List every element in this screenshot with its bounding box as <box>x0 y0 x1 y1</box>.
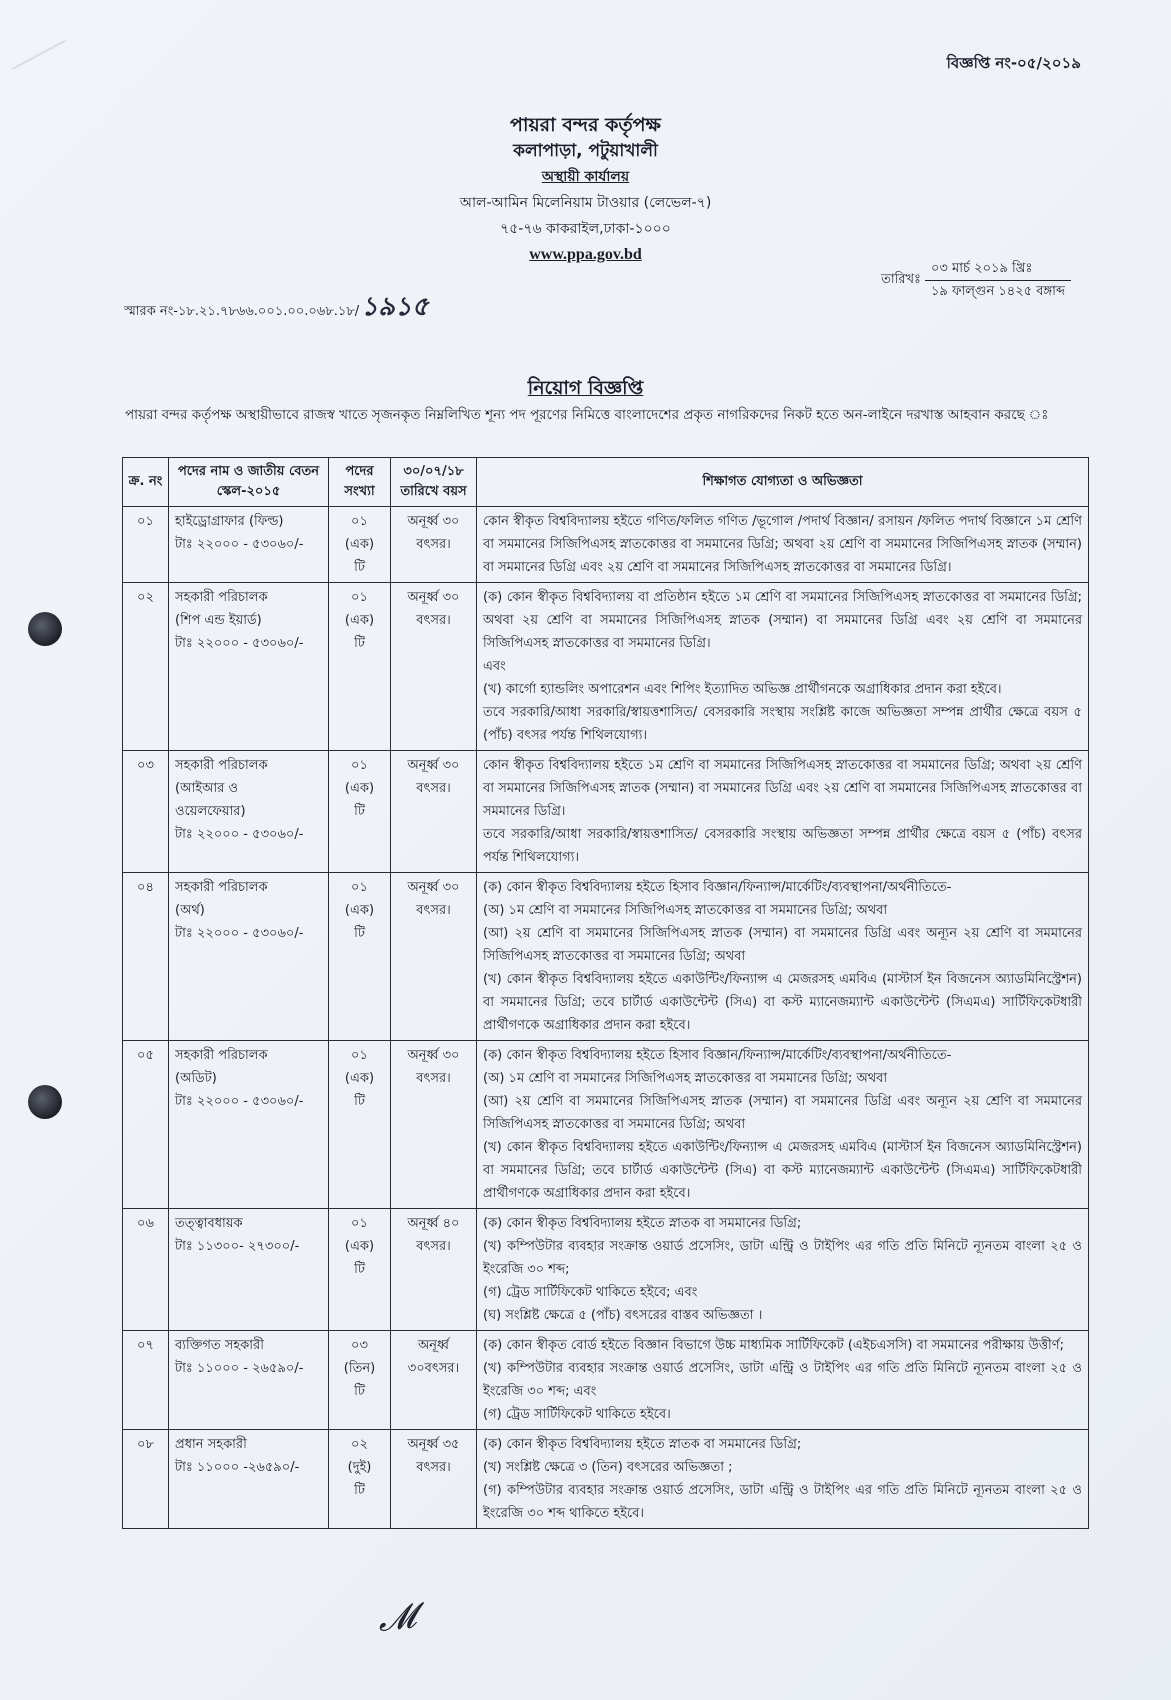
post-name-line: (অডিট) <box>175 1071 217 1086</box>
cell-post-name <box>169 1209 329 1331</box>
cell-post-name <box>169 751 329 873</box>
cell-age-limit <box>391 1209 477 1331</box>
cell-post-count <box>329 1430 391 1529</box>
post-count-line: ০১ <box>351 880 368 895</box>
date-gregorian: ০৩ মার্চ ২০১৯ খ্রিঃ <box>925 258 1071 281</box>
cell-serial: ০৬ <box>123 1209 169 1331</box>
post-name-line: সহকারী পরিচালক <box>175 590 268 605</box>
header-serial: ক্র. নং <box>123 458 169 507</box>
cell-post-count <box>329 873 391 1041</box>
qualification-line: (গ) কম্পিউটার ব্যবহার সংক্রান্ত ওয়ার্ড প্রসেসিং, ডাটা এন্ট্রি ও টাইপিং এর গতি প্রতি মিনিটে ন্যূনতম বাংলা ২৫ ও ইংরেজি ৩০ শব্দ থাকিতে হইবে। <box>483 1483 1082 1521</box>
office-label: অস্থায়ী কার্যালয় <box>541 169 630 185</box>
cell-post-count <box>329 751 391 873</box>
website-link[interactable]: www.ppa.gov.bd <box>529 246 642 263</box>
memo-handwritten-number: ১৯১৫ <box>361 292 429 322</box>
qualification-line: (আ) ২য় শ্রেণি বা সমমানের সিজিপিএসহ স্নাতক (সম্মান) বা সমমানের ডিগ্রি এবং অন্যূন ২য় শ্রেণি বা সমমানের সিজিপিএসহ স্নাতকোত্তর বা সমমানের ডিগ্রি; অথবা <box>483 1094 1082 1132</box>
qualification-line: (অ) ১ম শ্রেণি বা সমমানের সিজিপিএসহ স্নাতকোত্তর বা সমমানের ডিগ্রি; অথবা <box>483 903 888 918</box>
table-row <box>123 751 1089 873</box>
cell-post-count <box>329 583 391 751</box>
vacancy-table <box>122 457 1089 1529</box>
cell-post-name <box>169 583 329 751</box>
post-name-line: টাঃ ১১০০০ -২৬৫৯০/- <box>175 1460 300 1475</box>
cell-post-name <box>169 507 329 583</box>
cell-qualification <box>477 1430 1089 1529</box>
cell-serial: ০৪ <box>123 873 169 1041</box>
qualification-line: (আ) ২য় শ্রেণি বা সমমানের সিজিপিএসহ স্নাতক (সম্মান) বা সমমানের ডিগ্রি এবং অন্যূন ২য় শ্রেণি বা সমমানের সিজিপিএসহ স্নাতকোত্তর বা সমমানের ডিগ্রি; অথবা <box>483 926 1082 964</box>
age-line: বৎসর। <box>416 613 451 628</box>
qualification-line: (ঘ) সংশ্লিষ্ট ক্ষেত্রে ৫ (পাঁচ) বৎসরের বাস্তব অভিজ্ঞতা । <box>483 1308 763 1323</box>
organization-name: পায়রা বন্দর কর্তৃপক্ষ <box>510 114 661 136</box>
post-name-line: টাঃ ২২০০০ - ৫৩০৬০/- <box>175 827 304 842</box>
page-title: নিয়োগ বিজ্ঞপ্তি <box>527 377 644 399</box>
age-line: বৎসর। <box>416 1239 451 1254</box>
post-count-line: ০১ <box>351 1216 368 1231</box>
age-line: অনূর্ধ্ব <box>418 1338 449 1353</box>
qualification-line: (খ) কোন স্বীকৃত বিশ্ববিদ্যালয় হইতে একাউন্টিং/ফিন্যান্স এ মেজরসহ এমবিএ (মাস্টার্স ইন বিজনেস অ্যাডমিনিস্ট্রেশন) বা সমমানের ডিগ্রি; তবে চার্টার্ড একাউন্টেন্ট (সিএ) বা কস্ট ম্যানেজম্যান্ট একাউন্টেন্ট (সিএমএ) সার্টিফিকেটধারী প্রার্থীগণকে অগ্রাধিকার প্রদান করা হইবে। <box>483 972 1082 1033</box>
age-line: অনূর্ধ্ব ৩০ <box>407 758 460 773</box>
qualification-line: (অ) ১ম শ্রেণি বা সমমানের সিজিপিএসহ স্নাতকোত্তর বা সমমানের ডিগ্রি; অথবা <box>483 1071 888 1086</box>
post-count-line: টি <box>354 926 365 941</box>
cell-age-limit <box>391 1331 477 1430</box>
cell-age-limit <box>391 751 477 873</box>
cell-serial: ০২ <box>123 583 169 751</box>
cell-qualification <box>477 583 1089 751</box>
qualification-line: (খ) কোন স্বীকৃত বিশ্ববিদ্যালয় হইতে একাউন্টিং/ফিন্যান্স এ মেজরসহ এমবিএ (মাস্টার্স ইন বিজনেস অ্যাডমিনিস্ট্রেশন) বা সমমানের ডিগ্রি; তবে চার্টার্ড একাউন্টেন্ট (সিএ) বা কস্ট ম্যানেজম্যান্ট একাউন্টেন্ট (সিএমএ) সার্টিফিকেটধারী প্রার্থীগণকে অগ্রাধিকার প্রদান করা হইবে। <box>483 1140 1082 1201</box>
qualification-line: কোন স্বীকৃত বিশ্ববিদ্যালয় হইতে ১ম শ্রেণি বা সমমানের সিজিপিএসহ স্নাতকোত্তর বা সমমানের ডিগ্রি; অথবা ২য় শ্রেণি বা সমমানের সিজিপিএসহ স্নাতক (সম্মান) বা সমমানের ডিগ্রি এবং ২য় শ্রেণি বা সমমানের সিজিপিএসহ স্নাতকোত্তর বা সমমানের ডিগ্রি। <box>483 758 1082 819</box>
cell-age-limit <box>391 1041 477 1209</box>
cell-age-limit <box>391 873 477 1041</box>
paper-edge-mark <box>0 6 66 69</box>
cell-age-limit <box>391 507 477 583</box>
post-count-line: ০২ <box>351 1437 368 1452</box>
table-row <box>123 1041 1089 1209</box>
cell-qualification <box>477 1041 1089 1209</box>
post-count-line: ০১ <box>351 514 368 529</box>
post-name-line: সহকারী পরিচালক <box>175 758 268 773</box>
qualification-line: (ক) কোন স্বীকৃত বিশ্ববিদ্যালয় হইতে হিসাব বিজ্ঞান/ফিন্যান্স/মার্কেটিং/ব্যবস্থাপনা/অর্থনীতিতে- <box>483 880 952 895</box>
post-name-line: (শিপ এন্ড ইয়ার্ড) <box>175 613 262 628</box>
cell-post-name <box>169 873 329 1041</box>
age-line: অনূর্ধ্ব ৩০ <box>407 514 460 529</box>
cell-post-name <box>169 1041 329 1209</box>
address-line-1: আল-আমিন মিলেনিয়াম টাওয়ার (লেভেল-৭) <box>459 195 712 211</box>
cell-serial: ০৭ <box>123 1331 169 1430</box>
cell-post-count <box>329 1209 391 1331</box>
qualification-line: তবে সরকারি/আধা সরকারি/স্বায়ত্তশাসিত/ বেসরকারি সংস্থায় সংশ্লিষ্ট কাজে অভিজ্ঞতা সম্পন্ন প্রার্থীর ক্ষেত্রে বয়স ৫ (পাঁচ) বৎসর পর্যন্ত শিথিলযোগ্য। <box>483 705 1082 743</box>
header-qualification: শিক্ষাগত যোগ্যতা ও অভিজ্ঞতা <box>477 458 1089 507</box>
qualification-line: (খ) সংশ্লিষ্ট ক্ষেত্রে ৩ (তিন) বৎসরের অভিজ্ঞতা ; <box>483 1460 733 1475</box>
memo-reference <box>124 286 429 330</box>
punch-hole <box>28 612 62 646</box>
cell-post-count <box>329 1041 391 1209</box>
post-count-line: (এক) <box>344 1239 375 1254</box>
post-count-line: টি <box>354 1384 365 1399</box>
cell-post-count <box>329 1331 391 1430</box>
age-line: অনূর্ধ্ব ৪০ <box>407 1216 460 1231</box>
age-line: বৎসর। <box>416 903 451 918</box>
age-line: অনূর্ধ্ব ৩৫ <box>407 1437 460 1452</box>
post-count-line: (তিন) <box>343 1361 376 1376</box>
age-line: বৎসর। <box>416 781 451 796</box>
cell-qualification <box>477 1331 1089 1430</box>
post-name-line: ব্যক্তিগত সহকারী <box>175 1338 264 1353</box>
table-row <box>123 1209 1089 1331</box>
age-line: ৩০বৎসর। <box>407 1361 460 1376</box>
post-name-line: টাঃ ২২০০০ - ৫৩০৬০/- <box>175 537 304 552</box>
post-name-line: টাঃ ১১০০০ - ২৬৫৯০/- <box>175 1361 304 1376</box>
age-line: অনূর্ধ্ব ৩০ <box>407 880 460 895</box>
qualification-line: (ক) কোন স্বীকৃত বিশ্ববিদ্যালয় হইতে স্নাতক বা সমমানের ডিগ্রি; <box>483 1216 802 1231</box>
post-count-line: ০১ <box>351 590 368 605</box>
qualification-line: (ক) কোন স্বীকৃত বিশ্ববিদ্যালয় বা প্রতিষ্ঠান হইতে ১ম শ্রেণি বা সমমানের সিজিপিএসহ স্নাতকোত্তর বা সমমানের ডিগ্রি; অথবা ২য় শ্রেণি বা সমমানের সিজিপিএসহ স্নাতক (সম্মান) বা সমমানের ডিগ্রি এবং ২য় শ্রেণি বা সমমানের সিজিপিএসহ স্নাতকোত্তর বা সমমানের ডিগ্রি। <box>483 590 1082 651</box>
cell-post-count <box>329 507 391 583</box>
address-line-2: ৭৫-৭৬ কাকরাইল,ঢাকা-১০০০ <box>500 221 671 237</box>
qualification-line: এবং <box>483 659 506 674</box>
age-line: অনূর্ধ্ব ৩০ <box>407 1048 460 1063</box>
table-row <box>123 873 1089 1041</box>
qualification-line: (খ) কম্পিউটার ব্যবহার সংক্রান্ত ওয়ার্ড প্রসেসিং, ডাটা এন্ট্রি ও টাইপিং এর গতি প্রতি মিনিটে ন্যূনতম বাংলা ২৫ ও ইংরেজি ৩০ শব্দ; এবং <box>483 1361 1082 1399</box>
cell-serial: ০৮ <box>123 1430 169 1529</box>
post-name-line: টাঃ ২২০০০ - ৫৩০৬০/- <box>175 926 304 941</box>
cell-post-name <box>169 1331 329 1430</box>
table-row <box>123 507 1089 583</box>
post-name-line: টাঃ ২২০০০ - ৫৩০৬০/- <box>175 1094 304 1109</box>
age-line: বৎসর। <box>416 1071 451 1086</box>
post-name-line: ওয়েলফেয়ার) <box>175 804 246 819</box>
post-name-line: টাঃ ২২০০০ - ৫৩০৬০/- <box>175 636 304 651</box>
age-line: বৎসর। <box>416 537 451 552</box>
post-count-line: (এক) <box>344 537 375 552</box>
post-count-line: (এক) <box>344 613 375 628</box>
header-age: ৩০/০৭/১৮ তারিখে বয়স <box>391 458 477 507</box>
notice-number: বিজ্ঞপ্তি নং-০৫/২০১৯ <box>946 54 1081 72</box>
post-name-line: (অর্থ) <box>175 903 205 918</box>
punch-hole <box>28 1085 62 1119</box>
table-row <box>123 1331 1089 1430</box>
post-name-line: হাইড্রোগ্রাফার (ফিল্ড) <box>175 514 284 529</box>
post-name-line: (আইআর ও <box>175 781 239 796</box>
post-count-line: ০১ <box>351 758 368 773</box>
organization-location: কলাপাড়া, পটুয়াখালী <box>513 141 658 161</box>
header-post-name: পদের নাম ও জাতীয় বেতন স্কেল-২০১৫ <box>169 458 329 507</box>
post-name-line: প্রধান সহকারী <box>175 1437 247 1452</box>
post-name-line: সহকারী পরিচালক <box>175 880 268 895</box>
post-count-line: টি <box>354 1483 365 1498</box>
cell-serial: ০৫ <box>123 1041 169 1209</box>
table-header-row <box>123 458 1089 507</box>
post-count-line: টি <box>354 804 365 819</box>
post-count-line: ০১ <box>351 1048 368 1063</box>
letterhead <box>0 112 1171 268</box>
qualification-line: (খ) কম্পিউটার ব্যবহার সংক্রান্ত ওয়ার্ড প্রসেসিং, ডাটা এন্ট্রি ও টাইপিং এর গতি প্রতি মিনিটে ন্যূনতম বাংলা ২৫ ও ইংরেজি ৩০ শব্দ; <box>483 1239 1082 1277</box>
post-count-line: (এক) <box>344 903 375 918</box>
table-row <box>123 1430 1089 1529</box>
qualification-line: (গ) ট্রেড সার্টিফিকেট থাকিতে হইবে। <box>483 1407 671 1422</box>
intro-paragraph: পায়রা বন্দর কর্তৃপক্ষ অস্থায়ীভাবে রাজস্ব খাতে সৃজনকৃত নিম্নলিখিত শূন্য পদ পূরণের নিমিত্তে বাংলাদেশের প্রকৃত নাগরিকদের নিকট হতে অন-লাইনে দরখাস্ত আহবান করছে ঃ <box>125 407 1049 423</box>
cell-serial: ০১ <box>123 507 169 583</box>
post-name-line: সহকারী পরিচালক <box>175 1048 268 1063</box>
qualification-line: (ক) কোন স্বীকৃত বিশ্ববিদ্যালয় হইতে হিসাব বিজ্ঞান/ফিন্যান্স/মার্কেটিং/ব্যবস্থাপনা/অর্থনীতিতে- <box>483 1048 952 1063</box>
post-count-line: (দুই) <box>347 1460 372 1475</box>
signature-mark: 𝓜 <box>376 1596 419 1640</box>
qualification-line: কোন স্বীকৃত বিশ্ববিদ্যালয় হইতে গণিত/ফলিত গণিত /ভূগোল /পদার্থ বিজ্ঞান/ রসায়ন /ফলিত পদার্থ বিজ্ঞানে ১ম শ্রেণি বা সমমানের সিজিপিএসহ স্নাতকোত্তর বা সমমানের ডিগ্রি; অথবা ২য় শ্রেণি বা সমমানের সিজিপিএসহ স্নাতক (সম্মান) বা সমমানের ডিগ্রি এবং ২য় শ্রেণি বা সমমানের সিজিপিএসহ স্নাতকোত্তর বা সমমানের ডিগ্রি। <box>483 514 1082 575</box>
cell-qualification <box>477 873 1089 1041</box>
table-row <box>123 583 1089 751</box>
cell-qualification <box>477 1209 1089 1331</box>
age-line: অনূর্ধ্ব ৩০ <box>407 590 460 605</box>
age-line: বৎসর। <box>416 1460 451 1475</box>
post-count-line: টি <box>354 1094 365 1109</box>
post-count-line: ০৩ <box>351 1338 368 1353</box>
cell-age-limit <box>391 583 477 751</box>
post-count-line: (এক) <box>344 1071 375 1086</box>
post-name-line: তত্ত্বাবধায়ক <box>175 1216 243 1231</box>
cell-post-name <box>169 1430 329 1529</box>
cell-qualification <box>477 507 1089 583</box>
qualification-line: (গ) ট্রেড সার্টিফিকেট থাকিতে হইবে; এবং <box>483 1285 698 1300</box>
qualification-line: (ক) কোন স্বীকৃত বিশ্ববিদ্যালয় হইতে স্নাতক বা সমমানের ডিগ্রি; <box>483 1437 802 1452</box>
post-count-line: (এক) <box>344 781 375 796</box>
header-post-count: পদের সংখ্যা <box>329 458 391 507</box>
date-block <box>881 258 1071 303</box>
qualification-line: (ক) কোন স্বীকৃত বোর্ড হইতে বিজ্ঞান বিভাগে উচ্চ মাধ্যমিক সার্টিফিকেট (এইচএসসি) বা সমমানের পরীক্ষায় উত্তীর্ণ; <box>483 1338 1064 1353</box>
post-count-line: টি <box>354 1262 365 1277</box>
date-bangla: ১৯ ফাল্গুন ১৪২৫ বঙ্গাব্দ <box>930 284 1065 299</box>
cell-qualification <box>477 751 1089 873</box>
date-label: তারিখঃ <box>881 272 921 287</box>
qualification-line: (খ) কার্গো হ্যান্ডলিং অপারেশন এবং শিপিং ইত্যাদিত অভিজ্ঞ প্রার্থীগনকে অগ্রাধিকার প্রদান করা হইবে। <box>483 682 1002 697</box>
cell-age-limit <box>391 1430 477 1529</box>
memo-label: স্মারক নং-১৮.২১.৭৮৬৬.০০১.০০.০৬৮.১৮/ <box>124 304 360 319</box>
cell-serial: ০৩ <box>123 751 169 873</box>
post-count-line: টি <box>354 560 365 575</box>
qualification-line: তবে সরকারি/আধা সরকারি/স্বায়ত্তশাসিত/ বেসরকারি সংস্থায় অভিজ্ঞতা সম্পন্ন প্রার্থীর ক্ষেত্রে বয়স ৫ (পাঁচ) বৎসর পর্যন্ত শিথিলযোগ্য। <box>483 827 1082 865</box>
post-count-line: টি <box>354 636 365 651</box>
post-name-line: টাঃ ১১৩০০- ২৭৩০০/- <box>175 1239 300 1254</box>
